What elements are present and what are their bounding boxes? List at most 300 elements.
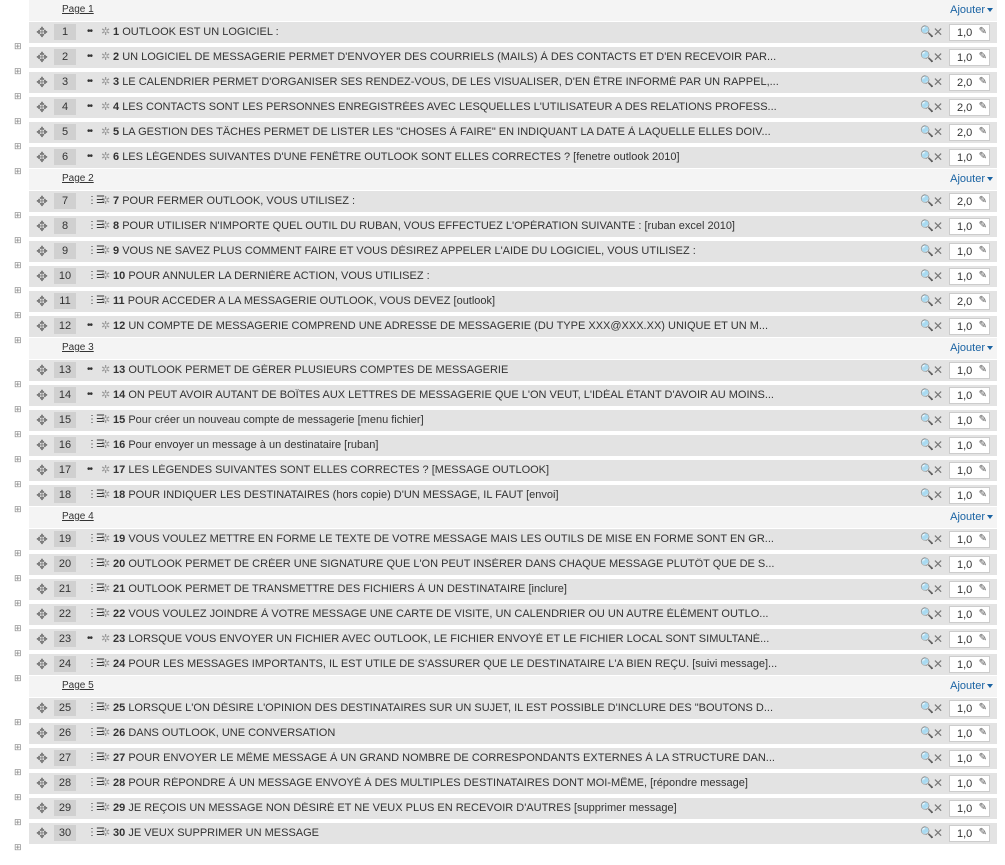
page-break-icon[interactable]: ⊞ bbox=[14, 479, 22, 489]
move-icon[interactable]: ✥ bbox=[36, 243, 48, 259]
question-text[interactable] bbox=[113, 101, 777, 113]
search-icon[interactable]: 🔍 bbox=[920, 364, 934, 376]
search-icon[interactable]: 🔍 bbox=[920, 633, 934, 645]
search-icon[interactable]: 🔍 bbox=[920, 51, 934, 63]
move-icon[interactable]: ✥ bbox=[36, 362, 48, 378]
question-text[interactable] bbox=[113, 245, 696, 257]
close-icon[interactable]: ✕ bbox=[933, 438, 944, 452]
max-mark-field[interactable] bbox=[949, 412, 990, 429]
close-icon[interactable]: ✕ bbox=[933, 801, 944, 815]
question-title: Pour créer un nouveau compte de messagerie [menu fichier] bbox=[128, 414, 424, 426]
add-label[interactable]: Ajouter bbox=[950, 511, 985, 523]
pencil-icon[interactable]: ✎ bbox=[978, 802, 987, 813]
add-label[interactable]: Ajouter bbox=[950, 342, 985, 354]
close-icon[interactable]: ✕ bbox=[933, 75, 944, 89]
multichoice-icon bbox=[87, 582, 101, 596]
move-icon[interactable]: ✥ bbox=[36, 268, 48, 284]
search-icon[interactable]: 🔍 bbox=[920, 802, 934, 814]
pencil-icon[interactable]: ✎ bbox=[978, 320, 987, 331]
search-icon[interactable]: 🔍 bbox=[920, 245, 934, 257]
pencil-icon[interactable]: ✎ bbox=[978, 245, 987, 256]
close-icon[interactable]: ✕ bbox=[933, 532, 944, 546]
close-icon[interactable]: ✕ bbox=[933, 726, 944, 740]
move-icon[interactable]: ✥ bbox=[36, 825, 48, 841]
page-break-icon[interactable]: ⊞ bbox=[14, 648, 22, 658]
pencil-icon[interactable]: ✎ bbox=[978, 26, 987, 37]
pencil-icon[interactable]: ✎ bbox=[978, 727, 987, 738]
max-mark-field[interactable] bbox=[949, 556, 990, 573]
move-icon[interactable]: ✥ bbox=[36, 581, 48, 597]
move-icon[interactable]: ✥ bbox=[36, 318, 48, 334]
close-icon[interactable]: ✕ bbox=[933, 244, 944, 258]
gear-icon[interactable]: ✲ bbox=[101, 802, 111, 814]
page-link[interactable]: Page 1 bbox=[62, 4, 94, 15]
add-menu-button[interactable] bbox=[950, 680, 993, 692]
move-icon[interactable]: ✥ bbox=[36, 99, 48, 115]
max-mark-field[interactable] bbox=[949, 437, 990, 454]
gear-icon[interactable]: ✲ bbox=[101, 439, 111, 451]
pencil-icon[interactable]: ✎ bbox=[978, 752, 987, 763]
question-text[interactable] bbox=[113, 26, 279, 38]
question-text[interactable] bbox=[113, 777, 748, 789]
close-icon[interactable]: ✕ bbox=[933, 194, 944, 208]
move-icon[interactable]: ✥ bbox=[36, 218, 48, 234]
move-icon[interactable]: ✥ bbox=[36, 487, 48, 503]
question-text[interactable] bbox=[113, 295, 495, 307]
move-icon[interactable]: ✥ bbox=[36, 656, 48, 672]
question-text[interactable] bbox=[113, 320, 768, 332]
truefalse-icon bbox=[87, 100, 101, 114]
move-icon[interactable]: ✥ bbox=[36, 24, 48, 40]
search-icon[interactable]: 🔍 bbox=[920, 464, 934, 476]
search-icon[interactable]: 🔍 bbox=[920, 752, 934, 764]
move-icon[interactable]: ✥ bbox=[36, 606, 48, 622]
page-break-icon[interactable]: ⊞ bbox=[14, 141, 22, 151]
gear-icon[interactable]: ✲ bbox=[101, 777, 111, 789]
max-mark-value: 1,0 bbox=[957, 271, 973, 283]
close-icon[interactable]: ✕ bbox=[933, 701, 944, 715]
move-icon[interactable]: ✥ bbox=[36, 700, 48, 716]
multichoice-icon bbox=[87, 438, 101, 452]
move-icon[interactable]: ✥ bbox=[36, 531, 48, 547]
gear-icon[interactable]: ✲ bbox=[101, 101, 111, 113]
pencil-icon[interactable]: ✎ bbox=[978, 389, 987, 400]
question-text[interactable] bbox=[113, 752, 775, 764]
gear-icon[interactable]: ✲ bbox=[101, 727, 111, 739]
pencil-icon[interactable]: ✎ bbox=[978, 151, 987, 162]
pencil-icon[interactable]: ✎ bbox=[978, 633, 987, 644]
question-text[interactable] bbox=[113, 126, 771, 138]
max-mark-field[interactable] bbox=[949, 800, 990, 817]
gear-icon[interactable]: ✲ bbox=[101, 752, 111, 764]
question-text[interactable] bbox=[113, 270, 430, 282]
gear-icon[interactable]: ✲ bbox=[101, 320, 111, 332]
close-icon[interactable]: ✕ bbox=[933, 582, 944, 596]
close-icon[interactable]: ✕ bbox=[933, 50, 944, 64]
max-mark-value: 1,0 bbox=[957, 753, 973, 765]
page-break-icon[interactable]: ⊞ bbox=[14, 598, 22, 608]
max-mark-field[interactable] bbox=[949, 487, 990, 504]
page-break-icon[interactable]: ⊞ bbox=[14, 842, 22, 852]
page-link[interactable]: Page 2 bbox=[62, 173, 94, 184]
page-break-icon[interactable]: ⊞ bbox=[14, 817, 22, 827]
pencil-icon[interactable]: ✎ bbox=[978, 364, 987, 375]
question-number: 18 bbox=[113, 489, 126, 501]
gear-icon[interactable]: ✲ bbox=[101, 270, 111, 282]
pencil-icon[interactable]: ✎ bbox=[978, 608, 987, 619]
search-icon[interactable]: 🔍 bbox=[920, 827, 934, 839]
close-icon[interactable]: ✕ bbox=[933, 269, 944, 283]
search-icon[interactable]: 🔍 bbox=[920, 26, 934, 38]
close-icon[interactable]: ✕ bbox=[933, 488, 944, 502]
search-icon[interactable]: 🔍 bbox=[920, 101, 934, 113]
question-slot-number: 20 bbox=[54, 556, 76, 572]
max-mark-field[interactable] bbox=[949, 387, 990, 404]
page-break-icon[interactable]: ⊞ bbox=[14, 504, 22, 514]
pencil-icon[interactable]: ✎ bbox=[978, 126, 987, 137]
add-menu-button[interactable] bbox=[950, 173, 993, 185]
search-icon[interactable]: 🔍 bbox=[920, 126, 934, 138]
page-break-icon[interactable]: ⊞ bbox=[14, 260, 22, 270]
search-icon[interactable]: 🔍 bbox=[920, 702, 934, 714]
max-mark-value: 1,0 bbox=[957, 828, 973, 840]
search-icon[interactable]: 🔍 bbox=[920, 414, 934, 426]
max-mark-field[interactable] bbox=[949, 268, 990, 285]
search-icon[interactable]: 🔍 bbox=[920, 533, 934, 545]
move-icon[interactable]: ✥ bbox=[36, 149, 48, 165]
gear-icon[interactable]: ✲ bbox=[101, 414, 111, 426]
pencil-icon[interactable]: ✎ bbox=[978, 702, 987, 713]
page-break-icon[interactable]: ⊞ bbox=[14, 285, 22, 295]
gear-icon[interactable]: ✲ bbox=[101, 295, 111, 307]
pencil-icon[interactable]: ✎ bbox=[978, 464, 987, 475]
add-menu-button[interactable] bbox=[950, 511, 993, 523]
close-icon[interactable]: ✕ bbox=[933, 388, 944, 402]
max-mark-field[interactable] bbox=[949, 700, 990, 717]
page-break-icon[interactable]: ⊞ bbox=[14, 41, 22, 51]
search-icon[interactable]: 🔍 bbox=[920, 270, 934, 282]
question-title: OUTLOOK PERMET DE TRANSMETTRE DES FICHIERS À UN DESTINATAIRE [inclure] bbox=[128, 583, 567, 595]
question-text[interactable] bbox=[113, 633, 769, 645]
question-text[interactable] bbox=[113, 583, 567, 595]
close-icon[interactable]: ✕ bbox=[933, 657, 944, 671]
page-break-icon[interactable]: ⊞ bbox=[14, 673, 22, 683]
gear-icon[interactable]: ✲ bbox=[101, 702, 111, 714]
add-label[interactable]: Ajouter bbox=[950, 680, 985, 692]
gear-icon[interactable]: ✲ bbox=[101, 389, 111, 401]
quiz-page-section bbox=[0, 507, 1005, 675]
question-text[interactable] bbox=[113, 439, 378, 451]
multichoice-icon bbox=[87, 294, 101, 308]
page-break-icon[interactable]: ⊞ bbox=[14, 548, 22, 558]
caret-down-icon bbox=[987, 515, 993, 519]
max-mark-field[interactable] bbox=[949, 74, 990, 91]
page-break-icon[interactable]: ⊞ bbox=[14, 454, 22, 464]
page-break-icon[interactable]: ⊞ bbox=[14, 742, 22, 752]
max-mark-value: 1,0 bbox=[957, 490, 973, 502]
question-text[interactable] bbox=[113, 489, 559, 501]
question-text[interactable] bbox=[113, 76, 779, 88]
pencil-icon[interactable]: ✎ bbox=[978, 533, 987, 544]
move-icon[interactable]: ✥ bbox=[36, 193, 48, 209]
max-mark-field[interactable] bbox=[949, 149, 990, 166]
add-label[interactable]: Ajouter bbox=[950, 4, 985, 16]
question-row bbox=[29, 316, 997, 337]
max-mark-field[interactable] bbox=[949, 462, 990, 479]
page-break-icon[interactable]: ⊞ bbox=[14, 767, 22, 777]
gear-icon[interactable]: ✲ bbox=[101, 608, 111, 620]
question-number: 21 bbox=[113, 583, 126, 595]
question-title: LES LÉGENDES SUIVANTES SONT ELLES CORRECTES ? [MESSAGE OUTLOOK] bbox=[128, 464, 550, 476]
question-row bbox=[29, 529, 997, 550]
close-icon[interactable]: ✕ bbox=[933, 363, 944, 377]
max-mark-field[interactable] bbox=[949, 49, 990, 66]
question-text[interactable] bbox=[113, 151, 680, 163]
max-mark-field[interactable] bbox=[949, 631, 990, 648]
max-mark-field[interactable] bbox=[949, 581, 990, 598]
pencil-icon[interactable]: ✎ bbox=[978, 101, 987, 112]
gear-icon[interactable]: ✲ bbox=[101, 583, 111, 595]
question-number: 29 bbox=[113, 802, 126, 814]
page-break-icon[interactable]: ⊞ bbox=[14, 623, 22, 633]
max-mark-field[interactable] bbox=[949, 99, 990, 116]
search-icon[interactable]: 🔍 bbox=[920, 489, 934, 501]
gear-icon[interactable]: ✲ bbox=[101, 489, 111, 501]
search-icon[interactable]: 🔍 bbox=[920, 439, 934, 451]
pencil-icon[interactable]: ✎ bbox=[978, 220, 987, 231]
add-menu-button[interactable] bbox=[950, 4, 993, 16]
page-break-icon[interactable]: ⊞ bbox=[14, 335, 22, 345]
page-header bbox=[29, 507, 997, 528]
question-slot-number: 14 bbox=[54, 387, 76, 403]
question-text[interactable] bbox=[113, 702, 773, 714]
page-link[interactable]: Page 3 bbox=[62, 342, 94, 353]
search-icon[interactable]: 🔍 bbox=[920, 389, 934, 401]
search-icon[interactable]: 🔍 bbox=[920, 220, 934, 232]
move-icon[interactable]: ✥ bbox=[36, 750, 48, 766]
search-icon[interactable]: 🔍 bbox=[920, 658, 934, 670]
question-text[interactable] bbox=[113, 558, 774, 570]
max-mark-field[interactable] bbox=[949, 775, 990, 792]
multichoice-icon bbox=[87, 751, 101, 765]
page-link[interactable]: Page 5 bbox=[62, 680, 94, 691]
question-slot-number: 24 bbox=[54, 656, 76, 672]
close-icon[interactable]: ✕ bbox=[933, 150, 944, 164]
search-icon[interactable]: 🔍 bbox=[920, 583, 934, 595]
gear-icon[interactable]: ✲ bbox=[101, 464, 111, 476]
pencil-icon[interactable]: ✎ bbox=[978, 414, 987, 425]
page-break-icon[interactable]: ⊞ bbox=[14, 404, 22, 414]
close-icon[interactable]: ✕ bbox=[933, 100, 944, 114]
search-icon[interactable]: 🔍 bbox=[920, 777, 934, 789]
max-mark-value: 1,0 bbox=[957, 703, 973, 715]
close-icon[interactable]: ✕ bbox=[933, 751, 944, 765]
pencil-icon[interactable]: ✎ bbox=[978, 76, 987, 87]
pencil-icon[interactable]: ✎ bbox=[978, 489, 987, 500]
max-mark-field[interactable] bbox=[949, 318, 990, 335]
question-text[interactable] bbox=[113, 658, 777, 670]
move-icon[interactable]: ✥ bbox=[36, 462, 48, 478]
move-icon[interactable]: ✥ bbox=[36, 775, 48, 791]
page-break-icon[interactable]: ⊞ bbox=[14, 166, 22, 176]
pencil-icon[interactable]: ✎ bbox=[978, 439, 987, 450]
pencil-icon[interactable]: ✎ bbox=[978, 295, 987, 306]
max-mark-field[interactable] bbox=[949, 656, 990, 673]
max-mark-value: 1,0 bbox=[957, 659, 973, 671]
max-mark-value: 1,0 bbox=[957, 559, 973, 571]
question-text[interactable] bbox=[113, 364, 508, 376]
max-mark-field[interactable] bbox=[949, 725, 990, 742]
question-slot-number: 8 bbox=[54, 218, 76, 234]
question-text[interactable] bbox=[113, 464, 549, 476]
max-mark-field[interactable] bbox=[949, 243, 990, 260]
page-break-icon[interactable]: ⊞ bbox=[14, 792, 22, 802]
gear-icon[interactable]: ✲ bbox=[101, 827, 111, 839]
gear-icon[interactable]: ✲ bbox=[101, 364, 111, 376]
question-number: 23 bbox=[113, 633, 126, 645]
question-title: JE REÇOIS UN MESSAGE NON DÉSIRÉ ET NE VEUX PLUS EN RECEVOIR D'AUTRES [supprimer message] bbox=[128, 802, 677, 814]
gear-icon[interactable]: ✲ bbox=[101, 533, 111, 545]
max-mark-value: 2,0 bbox=[957, 102, 973, 114]
max-mark-field[interactable] bbox=[949, 293, 990, 310]
max-mark-field[interactable] bbox=[949, 193, 990, 210]
question-text[interactable] bbox=[113, 51, 776, 63]
question-row bbox=[29, 485, 997, 506]
add-label[interactable]: Ajouter bbox=[950, 173, 985, 185]
pencil-icon[interactable]: ✎ bbox=[978, 827, 987, 838]
search-icon[interactable]: 🔍 bbox=[920, 608, 934, 620]
question-title: LE CALENDRIER PERMET D'ORGANISER SES RENDEZ-VOUS, DE LES VISUALISER, D'EN ÊTRE INFORMÉ PAR UN RAPPEL,... bbox=[122, 76, 779, 88]
search-icon[interactable]: 🔍 bbox=[920, 295, 934, 307]
pencil-icon[interactable]: ✎ bbox=[978, 195, 987, 206]
close-icon[interactable]: ✕ bbox=[933, 125, 944, 139]
question-title: UN COMPTE DE MESSAGERIE COMPREND UNE ADRESSE DE MESSAGERIE (DU TYPE XXX@XXX.XX) UNIQUE ET UN M... bbox=[128, 320, 769, 332]
question-title: VOUS VOULEZ JOINDRE À VOTRE MESSAGE UNE CARTE DE VISITE, UN CALENDRIER OU UN AUTRE ÉLÉMENT OUTLO... bbox=[128, 608, 769, 620]
question-slot-number: 16 bbox=[54, 437, 76, 453]
question-slot-number: 13 bbox=[54, 362, 76, 378]
page-break-icon[interactable]: ⊞ bbox=[14, 210, 22, 220]
question-slot-number: 29 bbox=[54, 800, 76, 816]
gear-icon[interactable]: ✲ bbox=[101, 26, 111, 38]
question-text[interactable] bbox=[113, 533, 774, 545]
page-break-icon[interactable]: ⊞ bbox=[14, 116, 22, 126]
page-break-icon[interactable]: ⊞ bbox=[14, 573, 22, 583]
gear-icon[interactable]: ✲ bbox=[101, 151, 111, 163]
page-link[interactable]: Page 4 bbox=[62, 511, 94, 522]
gear-icon[interactable]: ✲ bbox=[101, 220, 111, 232]
gear-icon[interactable]: ✲ bbox=[101, 51, 111, 63]
gear-icon[interactable]: ✲ bbox=[101, 658, 111, 670]
close-icon[interactable]: ✕ bbox=[933, 776, 944, 790]
question-title: POUR ANNULER LA DERNIÈRE ACTION, VOUS UTILISEZ : bbox=[128, 270, 430, 282]
max-mark-value: 1,0 bbox=[957, 534, 973, 546]
close-icon[interactable]: ✕ bbox=[933, 463, 944, 477]
max-mark-field[interactable] bbox=[949, 750, 990, 767]
search-icon[interactable]: 🔍 bbox=[920, 558, 934, 570]
add-menu-button[interactable] bbox=[950, 342, 993, 354]
question-text[interactable] bbox=[113, 414, 424, 426]
search-icon[interactable]: 🔍 bbox=[920, 320, 934, 332]
question-slot-number: 22 bbox=[54, 606, 76, 622]
gear-icon[interactable]: ✲ bbox=[101, 195, 111, 207]
gear-icon[interactable]: ✲ bbox=[101, 126, 111, 138]
close-icon[interactable]: ✕ bbox=[933, 319, 944, 333]
close-icon[interactable]: ✕ bbox=[933, 826, 944, 840]
move-icon[interactable]: ✥ bbox=[36, 74, 48, 90]
max-mark-field[interactable] bbox=[949, 24, 990, 41]
close-icon[interactable]: ✕ bbox=[933, 413, 944, 427]
move-icon[interactable]: ✥ bbox=[36, 49, 48, 65]
search-icon[interactable]: 🔍 bbox=[920, 151, 934, 163]
move-icon[interactable]: ✥ bbox=[36, 124, 48, 140]
close-icon[interactable]: ✕ bbox=[933, 219, 944, 233]
question-text[interactable] bbox=[113, 389, 774, 401]
question-text[interactable] bbox=[113, 195, 355, 207]
search-icon[interactable]: 🔍 bbox=[920, 727, 934, 739]
close-icon[interactable]: ✕ bbox=[933, 557, 944, 571]
max-mark-field[interactable] bbox=[949, 825, 990, 842]
move-icon[interactable]: ✥ bbox=[36, 800, 48, 816]
pencil-icon[interactable]: ✎ bbox=[978, 270, 987, 281]
max-mark-field[interactable] bbox=[949, 362, 990, 379]
gear-icon[interactable]: ✲ bbox=[101, 76, 111, 88]
pencil-icon[interactable]: ✎ bbox=[978, 658, 987, 669]
close-icon[interactable]: ✕ bbox=[933, 294, 944, 308]
question-text[interactable] bbox=[113, 608, 768, 620]
question-text[interactable] bbox=[113, 802, 677, 814]
question-slot-number: 9 bbox=[54, 243, 76, 259]
max-mark-field[interactable] bbox=[949, 124, 990, 141]
question-text[interactable] bbox=[113, 827, 319, 839]
move-icon[interactable]: ✥ bbox=[36, 412, 48, 428]
close-icon[interactable]: ✕ bbox=[933, 632, 944, 646]
close-icon[interactable]: ✕ bbox=[933, 607, 944, 621]
page-break-icon[interactable]: ⊞ bbox=[14, 310, 22, 320]
multichoice-icon bbox=[87, 488, 101, 502]
search-icon[interactable]: 🔍 bbox=[920, 76, 934, 88]
caret-down-icon bbox=[987, 684, 993, 688]
page-break-icon[interactable]: ⊞ bbox=[14, 379, 22, 389]
question-number: 4 bbox=[113, 101, 120, 113]
page-break-icon[interactable]: ⊞ bbox=[14, 66, 22, 76]
pencil-icon[interactable]: ✎ bbox=[978, 558, 987, 569]
pencil-icon[interactable]: ✎ bbox=[978, 51, 987, 62]
move-icon[interactable]: ✥ bbox=[36, 725, 48, 741]
page-break-icon[interactable]: ⊞ bbox=[14, 429, 22, 439]
page-break-icon[interactable]: ⊞ bbox=[14, 235, 22, 245]
max-mark-field[interactable] bbox=[949, 531, 990, 548]
gear-icon[interactable]: ✲ bbox=[101, 558, 111, 570]
gear-icon[interactable]: ✲ bbox=[101, 245, 111, 257]
move-icon[interactable]: ✥ bbox=[36, 437, 48, 453]
move-icon[interactable]: ✥ bbox=[36, 293, 48, 309]
question-number: 15 bbox=[113, 414, 126, 426]
search-icon[interactable]: 🔍 bbox=[920, 195, 934, 207]
max-mark-field[interactable] bbox=[949, 606, 990, 623]
move-icon[interactable]: ✥ bbox=[36, 631, 48, 647]
move-icon[interactable]: ✥ bbox=[36, 387, 48, 403]
close-icon[interactable]: ✕ bbox=[933, 25, 944, 39]
question-text[interactable] bbox=[113, 727, 335, 739]
max-mark-field[interactable] bbox=[949, 218, 990, 235]
pencil-icon[interactable]: ✎ bbox=[978, 777, 987, 788]
gear-icon[interactable]: ✲ bbox=[101, 633, 111, 645]
page-break-icon[interactable]: ⊞ bbox=[14, 91, 22, 101]
pencil-icon[interactable]: ✎ bbox=[978, 583, 987, 594]
page-break-icon[interactable]: ⊞ bbox=[14, 717, 22, 727]
question-text[interactable] bbox=[113, 220, 735, 232]
move-icon[interactable]: ✥ bbox=[36, 556, 48, 572]
